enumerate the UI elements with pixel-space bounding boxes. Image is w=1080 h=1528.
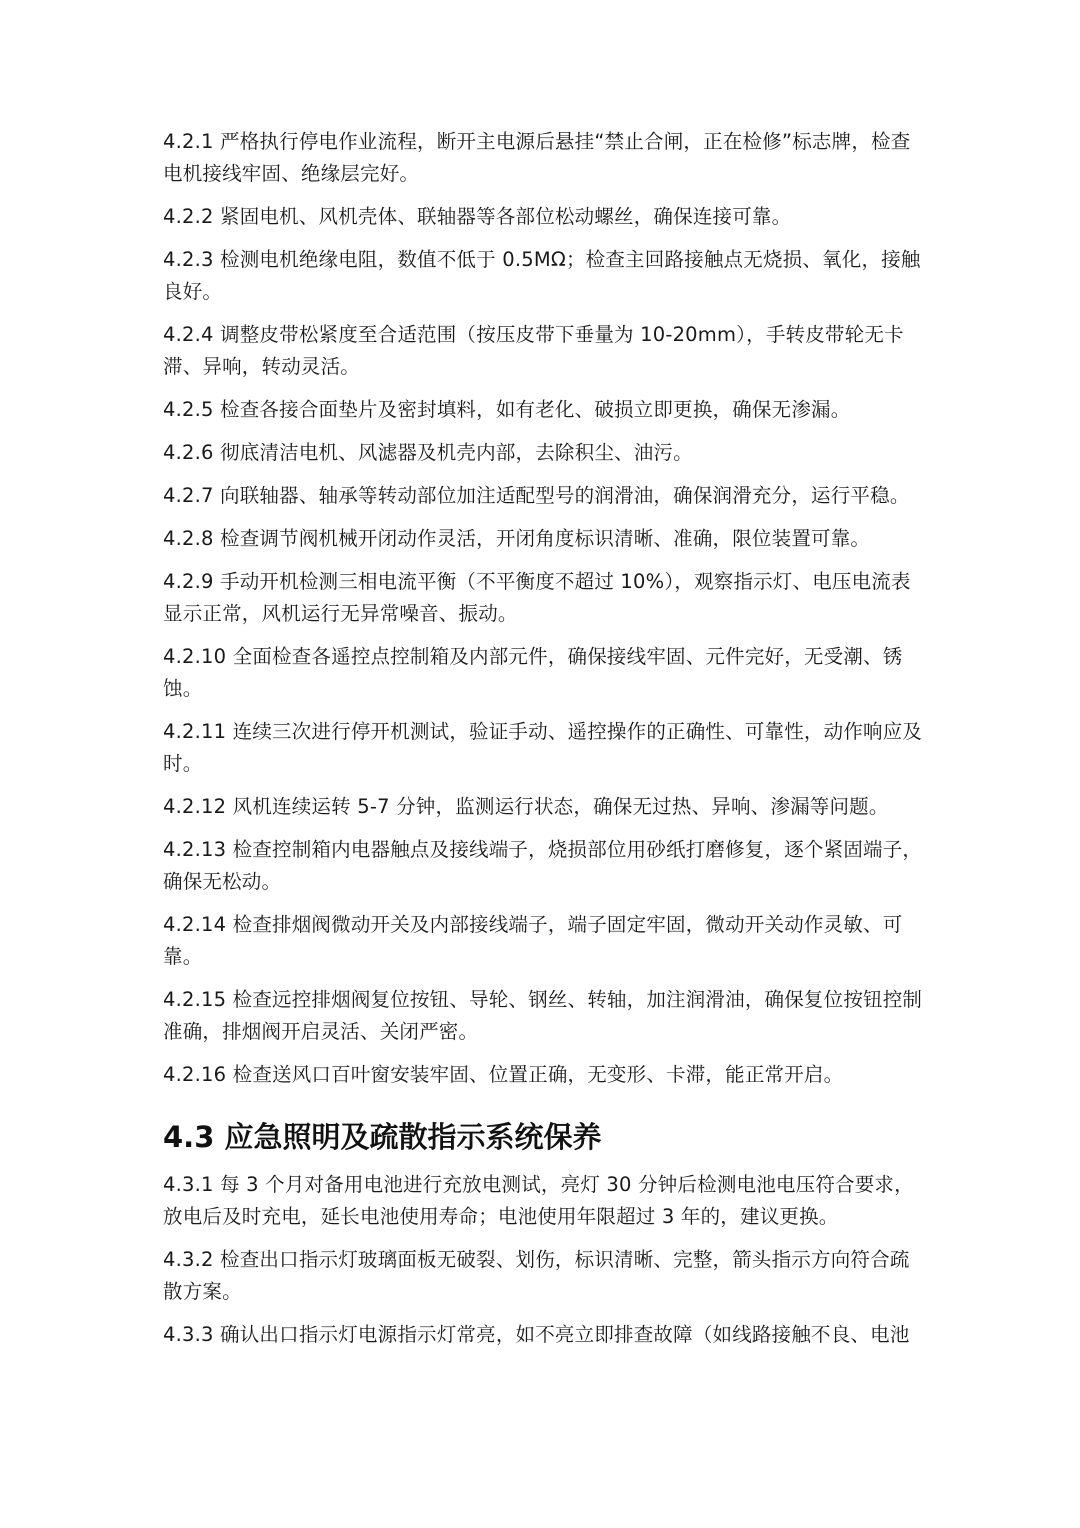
paragraph-4-3-3: 4.3.3 确认出口指示灯电源指示灯常亮，如不亮立即排查故障（如线路接触不良、电池: [163, 1323, 910, 1346]
paragraph-4-2-9: 4.2.9 手动开机检测三相电流平衡（不平衡度不超过 10%），观察指示灯、电压电流表显示正常，风机运行无异常噪音、振动。: [163, 570, 911, 625]
paragraph-4-2-4: 4.2.4 调整皮带松紧度至合适范围（按压皮带下垂量为 10-20mm），手转皮带轮无卡滞、异响，转动灵活。: [163, 323, 904, 378]
paragraph-4-2-3: 4.2.3 检测电机绝缘电阻，数值不低于 0.5MΩ；检查主回路接触点无烧损、氧化，接触良好。: [163, 248, 921, 303]
paragraph-4-3-2: 4.3.2 检查出口指示灯玻璃面板无破裂、划伤，标识清晰、完整，箭头指示方向符合疏散方案。: [163, 1248, 910, 1303]
paragraph-4-2-10: 4.2.10 全面检查各遥控点控制箱及内部元件，确保接线牢固、元件完好，无受潮、锈蚀。: [163, 645, 903, 700]
paragraph-4-2-14: 4.2.14 检查排烟阀微动开关及内部接线端子，端子固定牢固，微动开关动作灵敏、可靠。: [163, 913, 903, 968]
paragraph-4-2-15: 4.2.15 检查远控排烟阀复位按钮、导轮、钢丝、转轴，加注润滑油，确保复位按钮控制准确，排烟阀开启灵活、关闭严密。: [163, 988, 923, 1043]
paragraph-4-2-1: 4.2.1 严格执行停电作业流程，断开主电源后悬挂“禁止合闸，正在检修”标志牌，检查电机接线牢固、绝缘层完好。: [163, 130, 911, 185]
paragraph-4-2-12: 4.2.12 风机连续运转 5-7 分钟，监测运行状态，确保无过热、异响、渗漏等问题。: [163, 795, 889, 818]
paragraph-4-2-11: 4.2.11 连续三次进行停开机测试，验证手动、遥控操作的正确性、可靠性，动作响应及时。: [163, 720, 923, 775]
section-heading-4-3: 4.3 应急照明及疏散指示系统保养: [163, 1120, 602, 1154]
paragraph-4-2-8: 4.2.8 检查调节阀机械开闭动作灵活，开闭角度标识清晰、准确，限位装置可靠。: [163, 527, 871, 550]
paragraph-4-2-2: 4.2.2 紧固电机、风机壳体、联轴器等各部位松动螺丝，确保连接可靠。: [163, 205, 792, 228]
paragraph-4-2-5: 4.2.5 检查各接合面垫片及密封填料，如有老化、破损立即更换，确保无渗漏。: [163, 398, 851, 421]
paragraph-4-3-1: 4.3.1 每 3 个月对备用电池进行充放电测试，亮灯 30 分钟后检测电池电压符合要求，放电后及时充电，延长电池使用寿命；电池使用年限超过 3 年的，建议更换。: [163, 1173, 914, 1228]
paragraph-4-2-6: 4.2.6 彻底清洁电机、风滤器及机壳内部，去除积尘、油污。: [163, 441, 693, 464]
paragraph-4-2-7: 4.2.7 向联轴器、轴承等转动部位加注适配型号的润滑油，确保润滑充分，运行平稳。: [163, 484, 910, 507]
paragraph-4-2-13: 4.2.13 检查控制箱内电器触点及接线端子，烧损部位用砂纸打磨修复，逐个紧固端子，确保无松动。: [163, 838, 923, 893]
paragraph-4-2-16: 4.2.16 检查送风口百叶窗安装牢固、位置正确，无变形、卡滞，能正常开启。: [163, 1063, 844, 1086]
document-page: [163, 126, 923, 1362]
